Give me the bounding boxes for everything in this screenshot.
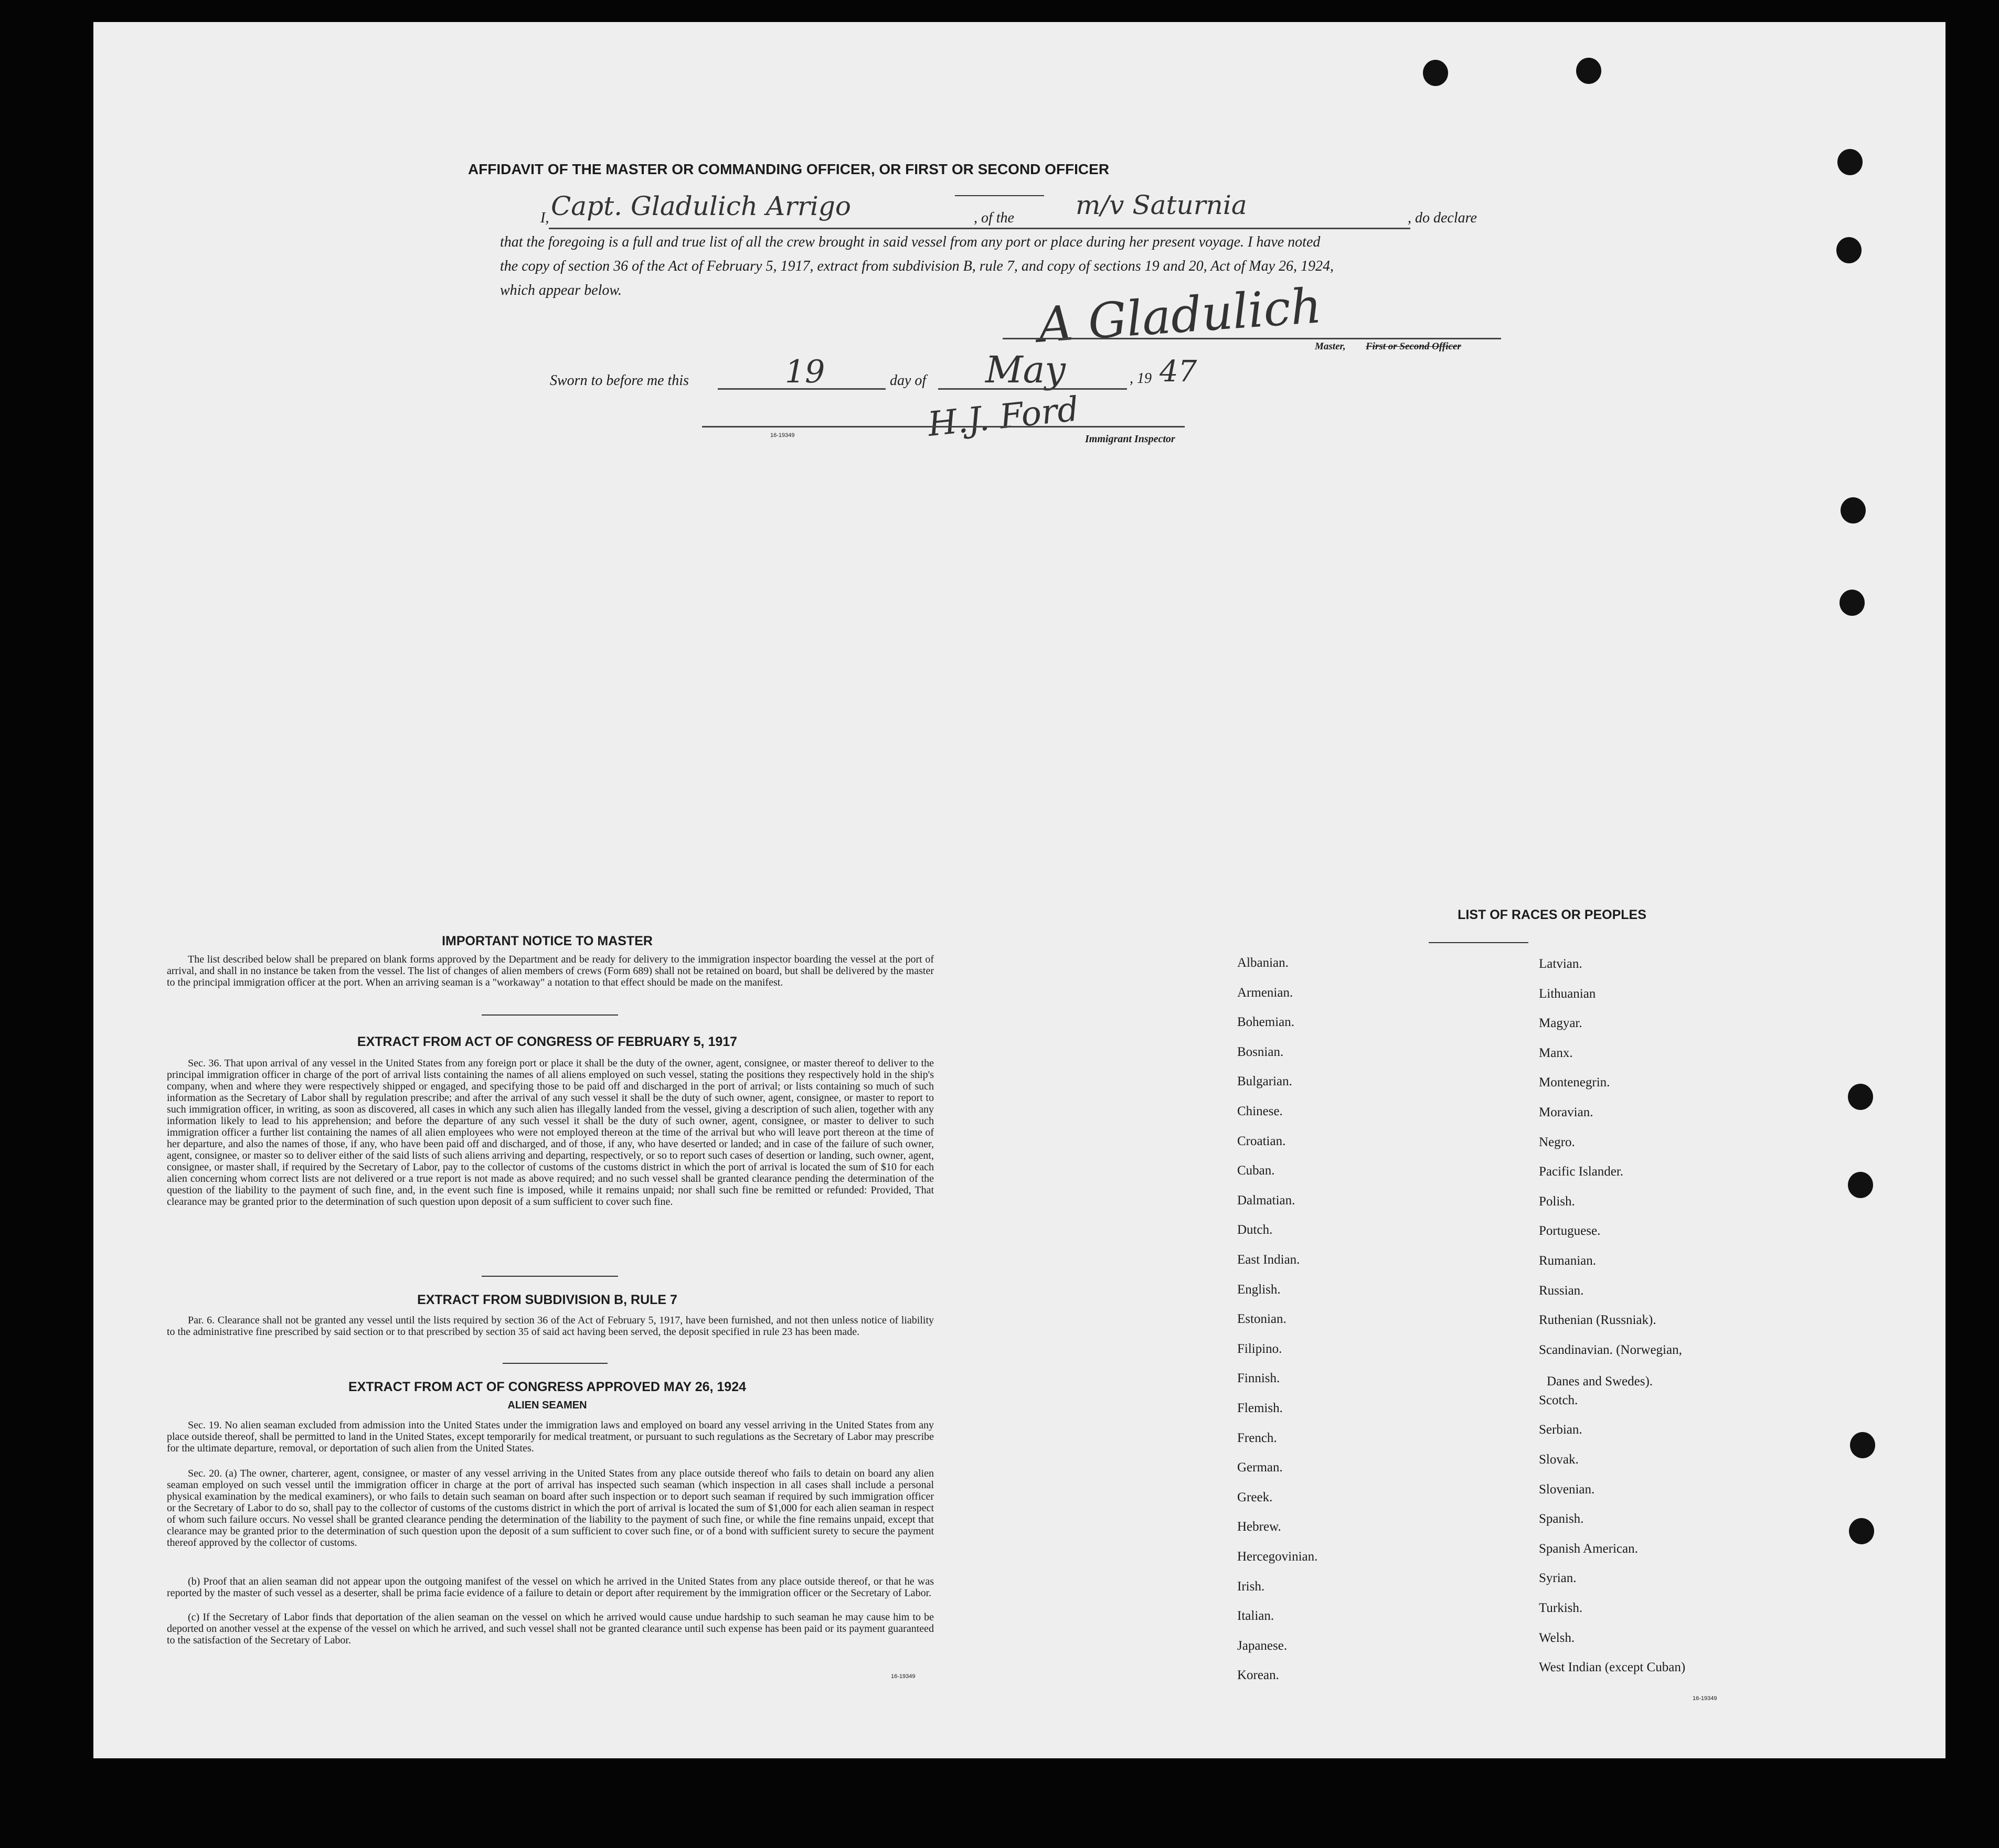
punch-hole <box>1850 1432 1875 1458</box>
affidavit-text-line-3: which appear below. <box>500 282 622 298</box>
notice-title: IMPORTANT NOTICE TO MASTER <box>442 934 653 948</box>
race-item: Greek. <box>1237 1490 1273 1504</box>
race-item: Cuban. <box>1237 1163 1275 1178</box>
section-20a-text: Sec. 20. (a) The owner, charterer, agent, consignee, or master of any vessel arriving in the United States from any place outside thereof who fails to detain on board any alien seaman employed on such vessel until the immigration officer in charge at the port of arrival has inspected such seaman (which inspection in all cases shall include a personal physical examination by the medical examiners), or who fails to detain such seaman on board after such inspection or to deport such seaman if required by such immigration officer or the Secretary of Labor to do so, shall pay to the collector of customs of the customs district in which the port of arrival is located the sum of $1,000 for each alien seaman in respect of whom such failure occurs. No vessel shall be granted clearance pending the determination of the liability to the payment of such fine, or while the fine remains unpaid, except that clearance may be granted prior to the determination of such question upon the deposit of a sum sufficient to cover such fine, or of a bond with sufficient surety to secure the payment thereof approved by the collector of customs. <box>167 1468 934 1548</box>
section-divider <box>482 1276 618 1277</box>
affidavit-i-label: I, <box>540 210 549 226</box>
race-item: Armenian. <box>1237 985 1293 1000</box>
race-item: Scotch. <box>1539 1393 1578 1407</box>
race-item: Dutch. <box>1237 1223 1273 1237</box>
race-item: Bosnian. <box>1237 1044 1284 1059</box>
race-item: Slovak. <box>1539 1452 1579 1467</box>
race-item: Spanish. <box>1539 1512 1584 1526</box>
punch-hole <box>1848 1084 1873 1110</box>
month-line <box>938 388 1127 390</box>
race-item: Spanish American. <box>1539 1541 1638 1556</box>
punch-hole <box>1849 1518 1874 1544</box>
race-item: Manx. <box>1539 1045 1573 1060</box>
extract-1924-title: EXTRACT FROM ACT OF CONGRESS APPROVED MAY 26, 1924 <box>348 1380 747 1394</box>
inspector-signature: H.J. Ford <box>926 390 1081 444</box>
day-of-label: day of <box>890 372 927 389</box>
race-item: Portuguese. <box>1539 1224 1601 1238</box>
section-20c-text: (c) If the Secretary of Labor finds that deportation of the alien seaman on the vessel on which he arrived would cause undue hardship to such seaman he may cause him to be deported on another vessel at the expense of the vessel on which he arrived, and such vessel shall not be granted clearance until such expense has been paid or its payment guaranteed to the satisfaction of the Secretary of Labor. <box>167 1611 934 1646</box>
master-label: Master, <box>1315 341 1346 352</box>
race-item: Croatian. <box>1237 1134 1286 1148</box>
rule-7-text: Par. 6. Clearance shall not be granted any vessel until the lists required by section 36 of the Act of February 5, 1917, have been furnished, and not then unless notice of liability to the administrative fine prescribed by said section or to that prescribed by section 35 of said act having been served, the deposit specified in rule 23 has been made. <box>167 1315 934 1338</box>
race-item: Pacific Islander. <box>1539 1165 1624 1179</box>
race-item: Flemish. <box>1237 1401 1283 1415</box>
race-item: Scandinavian. (Norwegian, <box>1539 1342 1682 1357</box>
inspector-line <box>702 426 1185 428</box>
race-item: Filipino. <box>1237 1341 1282 1356</box>
punch-hole <box>1837 149 1863 175</box>
do-declare-label: , do declare <box>1408 210 1477 226</box>
race-item: Italian. <box>1237 1609 1274 1623</box>
race-item: Japanese. <box>1237 1638 1288 1653</box>
race-item: East Indian. <box>1237 1253 1300 1267</box>
affidavit-text-line-1: that the foregoing is a full and true list of all the crew brought in said vessel from any port or place during her present voyage. I have noted <box>500 234 1321 250</box>
short-rule <box>955 195 1044 196</box>
race-item: French. <box>1237 1430 1277 1445</box>
race-item: Montenegrin. <box>1539 1075 1610 1090</box>
affidavit-form-number: 16-19349 <box>770 432 795 439</box>
race-item: English. <box>1237 1282 1281 1297</box>
races-form-number: 16-19349 <box>1693 1695 1717 1702</box>
affidavit-title: AFFIDAVIT OF THE MASTER OR COMMANDING OFFICER, OR FIRST OR SECOND OFFICER <box>467 161 1110 177</box>
race-item: Bohemian. <box>1237 1015 1295 1030</box>
race-item: Lithuanian <box>1539 986 1596 1001</box>
day-line <box>718 388 886 390</box>
races-title: LIST OF RACES OR PEOPLES <box>1458 907 1646 922</box>
section-divider <box>482 1014 618 1016</box>
sworn-day-handwritten: 19 <box>785 354 825 390</box>
race-item: Rumanian. <box>1539 1254 1597 1268</box>
race-item: Ruthenian (Russniak). <box>1539 1313 1656 1328</box>
race-item: Russian. <box>1539 1283 1584 1298</box>
sworn-month-handwritten: May <box>985 348 1066 391</box>
year-prefix: , 19 <box>1130 370 1152 387</box>
of-the-label: , of the <box>974 210 1014 226</box>
punch-hole <box>1839 590 1865 616</box>
race-item: Finnish. <box>1237 1371 1280 1386</box>
race-item: West Indian (except Cuban) <box>1539 1660 1686 1675</box>
officer-name-line <box>549 228 1058 229</box>
section-19-text: Sec. 19. No alien seaman excluded from admission into the United States under the immigration laws and employed on board any vessel arriving in the United States from any place outside thereof, shall be permitted to land in the United States, except temporarily for medical treatment, or pursuant to such regulations as the Secretary of Labor may prescribe for the ultimate departure, removal, or deportation of such alien from the United States. <box>167 1419 934 1454</box>
punch-hole <box>1848 1172 1873 1198</box>
sworn-label: Sworn to before me this <box>550 372 689 389</box>
section-divider <box>503 1363 608 1364</box>
punch-hole <box>1576 58 1601 84</box>
legal-form-number: 16-19349 <box>891 1673 916 1680</box>
race-item: Chinese. <box>1237 1104 1283 1118</box>
race-item: Korean. <box>1237 1668 1279 1683</box>
race-item: Syrian. <box>1539 1571 1577 1586</box>
punch-hole <box>1423 60 1448 86</box>
punch-hole <box>1836 237 1862 263</box>
affidavit-text-line-2: the copy of section 36 of the Act of February 5, 1917, extract from subdivision B, rule 7, and copy of sections 19 and 20, Act of May 26, 1924, <box>500 258 1334 274</box>
rule-7-title: EXTRACT FROM SUBDIVISION B, RULE 7 <box>417 1292 677 1307</box>
races-title-rule <box>1429 942 1528 943</box>
race-item-continuation: Danes and Swedes). <box>1547 1374 1653 1388</box>
extract-1917-title: EXTRACT FROM ACT OF CONGRESS OF FEBRUARY 5, 1917 <box>357 1034 738 1049</box>
race-item: Albanian. <box>1237 956 1289 970</box>
race-item: Magyar. <box>1539 1016 1582 1031</box>
race-item: Bulgarian. <box>1237 1074 1292 1089</box>
race-item: Latvian. <box>1539 957 1582 971</box>
race-item: Hebrew. <box>1237 1520 1281 1534</box>
officer-name-handwritten: Capt. Gladulich Arrigo <box>551 191 851 221</box>
race-item: Negro. <box>1539 1135 1575 1149</box>
race-item: Estonian. <box>1237 1312 1286 1327</box>
punch-hole <box>1841 497 1866 524</box>
race-item: Slovenian. <box>1539 1482 1595 1497</box>
vessel-name-line <box>1033 228 1410 229</box>
signature-line <box>1003 338 1501 339</box>
master-signature: A Gladulich <box>1036 277 1324 354</box>
struck-officer-label: First or Second Officer <box>1366 341 1461 352</box>
notice-text: The list described below shall be prepared on blank forms approved by the Department and be ready for delivery to the immigration inspector boarding the vessel at the port of arrival, and shall in no instance be taken from the vessel. The list of changes of alien members of crews (Form 689) shall not be retained on board, but shall be delivered by the master to the principal immigration officer at the port. When an arriving seaman is a "workaway" a notation to that effect should be made on the manifest. <box>167 954 934 988</box>
document-page <box>93 22 1945 1758</box>
section-20b-text: (b) Proof that an alien seaman did not appear upon the outgoing manifest of the vessel on which he arrived in the United States from any place outside thereof, or that he was reported by the master of such vessel as a deserter, shall be prima facie evidence of a failure to detain or deport after requirement by the immigration officer or the Secretary of Labor. <box>167 1576 934 1599</box>
race-item: Serbian. <box>1539 1423 1582 1437</box>
race-item: Dalmatian. <box>1237 1193 1295 1208</box>
sworn-year-handwritten: 47 <box>1160 355 1197 389</box>
race-item: Hercegovinian. <box>1237 1550 1318 1564</box>
alien-seamen-subtitle: ALIEN SEAMEN <box>507 1400 587 1411</box>
race-item: German. <box>1237 1460 1283 1475</box>
race-item: Moravian. <box>1539 1105 1593 1119</box>
inspector-label: Immigrant Inspector <box>1085 433 1175 445</box>
race-item: Welsh. <box>1539 1630 1575 1645</box>
race-item: Turkish. <box>1539 1601 1583 1615</box>
race-item: Irish. <box>1237 1579 1265 1594</box>
vessel-name-handwritten: m/v Saturnia <box>1076 190 1247 220</box>
extract-1917-text: Sec. 36. That upon arrival of any vessel in the United States from any foreign port or place it shall be the duty of the owner, agent, consignee, or master thereof to deliver to the principal immigration officer in charge of the port of arrival lists containing the names of all aliens employed on such vessel, stating the positions they respectively hold in the ship's company, when and where they were respectively shipped or engaged, and specifying those to be paid off and discharged in the port of arrival; or lists containing so much of such information as the Secretary of Labor shall by regulation prescribe; and after the arrival of any such vessel it shall be the duty of such owner, agent, consignee, or master to report to such immigration officer, in writing, as soon as discovered, all cases in which any such alien has illegally landed from the vessel, giving a description of such alien, together with any information likely to lead to his apprehension; and before the departure of any such vessel it shall be the duty of such owner, agent, consignee, or master to deliver to such immigration officer a further list containing the names of all alien employees who were not employed thereon at the time of the arrival but who will leave port thereon at the time of her departure, and also the names of those, if any, who have been paid off and discharged, and of those, if any, who have deserted or landed; and in case of the failure of such owner, agent, consignee, or master so to deliver either of the said lists of such aliens arriving and departing, respectively, or so to report such cases of desertion or landing, such owner, agent, consignee, or master shall, if required by the Secretary of Labor, pay to the collector of customs of the customs district in which the port of arrival is located the sum of $10 for each alien concerning whom correct lists are not delivered or a true report is not made as above required; and no such vessel shall be granted clearance pending the determination of the question of the liability to the payment of such fine, and, in the event such fine is imposed, while it remains unpaid; nor shall such fine be remitted or refunded: Provided, That clearance may be granted prior to the determination of such question upon deposit of a sum sufficient to cover such fine. <box>167 1057 934 1208</box>
race-item: Polish. <box>1539 1194 1575 1209</box>
